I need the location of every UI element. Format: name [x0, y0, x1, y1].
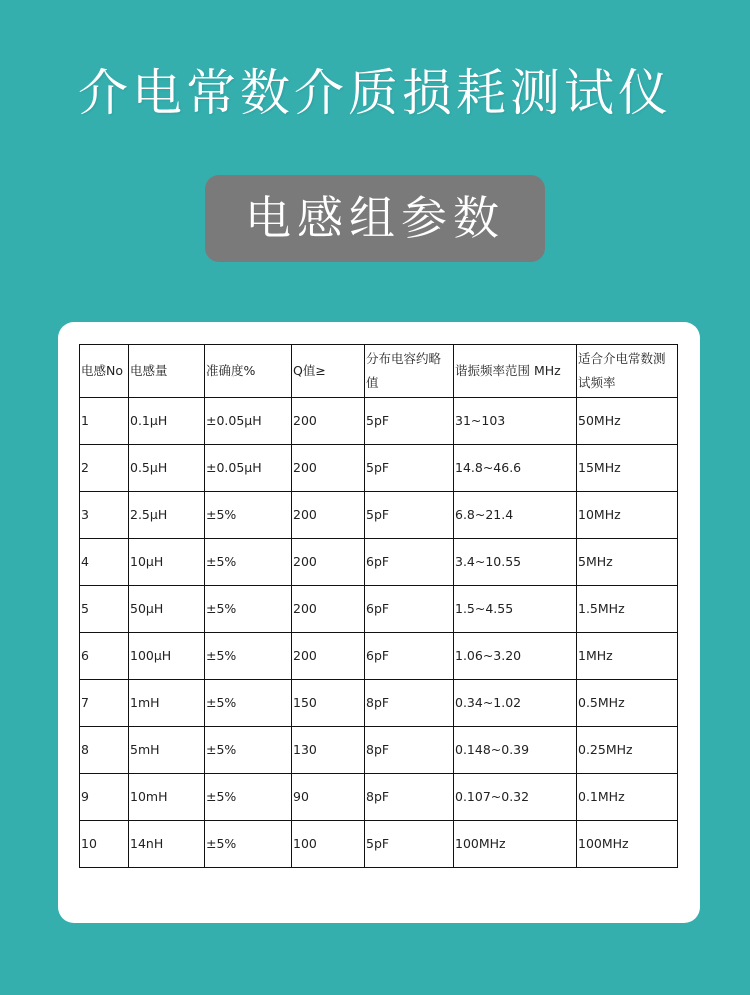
table-cell: 14nH	[129, 821, 205, 868]
table-cell: 150	[292, 680, 365, 727]
table-cell: 100MHz	[454, 821, 577, 868]
table-cell: 5pF	[365, 398, 454, 445]
table-cell: 200	[292, 586, 365, 633]
table-row	[80, 398, 678, 445]
table-cell: ±5%	[205, 492, 292, 539]
table-cell: 0.5MHz	[577, 680, 678, 727]
parameter-card	[58, 322, 700, 923]
header-cell: 电感量	[129, 345, 205, 398]
table-cell: ±5%	[205, 821, 292, 868]
table-row	[80, 445, 678, 492]
page-title: 介电常数介质损耗测试仪	[78, 64, 672, 122]
table-cell: 200	[292, 539, 365, 586]
table-cell: ±5%	[205, 680, 292, 727]
table-cell: ±5%	[205, 633, 292, 680]
table-cell: 7	[80, 680, 129, 727]
table-cell: 90	[292, 774, 365, 821]
header-cell: 分布电容约略值	[365, 345, 454, 398]
table-cell: 6pF	[365, 586, 454, 633]
header-cell: 谐振频率范围 MHz	[454, 345, 577, 398]
header-cell: 准确度%	[205, 345, 292, 398]
table-row	[80, 680, 678, 727]
table-cell: 50MHz	[577, 398, 678, 445]
table-cell: 14.8~46.6	[454, 445, 577, 492]
table-cell: 1.06~3.20	[454, 633, 577, 680]
table-cell: 10mH	[129, 774, 205, 821]
table-header-row	[80, 345, 678, 398]
table-cell: 5mH	[129, 727, 205, 774]
table-cell: 200	[292, 445, 365, 492]
table-cell: 0.148~0.39	[454, 727, 577, 774]
table-cell: 0.34~1.02	[454, 680, 577, 727]
table-cell: 1.5MHz	[577, 586, 678, 633]
table-cell: 15MHz	[577, 445, 678, 492]
table-cell: 100MHz	[577, 821, 678, 868]
table-row	[80, 492, 678, 539]
table-row	[80, 727, 678, 774]
table-cell: 6pF	[365, 633, 454, 680]
table-cell: 4	[80, 539, 129, 586]
table-cell: 1.5~4.55	[454, 586, 577, 633]
table-cell: 0.5μH	[129, 445, 205, 492]
table-row	[80, 774, 678, 821]
table-cell: 8pF	[365, 774, 454, 821]
table-cell: 200	[292, 492, 365, 539]
header-cell: Q值≥	[292, 345, 365, 398]
table-cell: ±5%	[205, 539, 292, 586]
table-cell: 5	[80, 586, 129, 633]
section-title-badge: 电感组参数	[205, 175, 545, 262]
table-cell: 10	[80, 821, 129, 868]
inductor-parameter-table	[79, 344, 678, 868]
table-cell: 10μH	[129, 539, 205, 586]
table-cell: 5pF	[365, 445, 454, 492]
table-cell: 6	[80, 633, 129, 680]
table-cell: 6.8~21.4	[454, 492, 577, 539]
table-cell: ±0.05μH	[205, 445, 292, 492]
table-row	[80, 821, 678, 868]
table-cell: ±5%	[205, 774, 292, 821]
table-row	[80, 633, 678, 680]
table-cell: 50μH	[129, 586, 205, 633]
table-cell: 3.4~10.55	[454, 539, 577, 586]
table-cell: 1mH	[129, 680, 205, 727]
table-cell: 31~103	[454, 398, 577, 445]
table-cell: 1	[80, 398, 129, 445]
table-cell: 1MHz	[577, 633, 678, 680]
table-cell: 8	[80, 727, 129, 774]
table-cell: 0.25MHz	[577, 727, 678, 774]
table-cell: 10MHz	[577, 492, 678, 539]
table-cell: 130	[292, 727, 365, 774]
header-cell: 适合介电常数测试频率	[577, 345, 678, 398]
table-cell: 5pF	[365, 821, 454, 868]
table-cell: 100μH	[129, 633, 205, 680]
table-cell: 0.1MHz	[577, 774, 678, 821]
table-cell: 100	[292, 821, 365, 868]
table-row	[80, 586, 678, 633]
table-cell: 0.1μH	[129, 398, 205, 445]
table-cell: ±5%	[205, 727, 292, 774]
table-cell: ±5%	[205, 586, 292, 633]
header-cell: 电感No	[80, 345, 129, 398]
table-cell: 0.107~0.32	[454, 774, 577, 821]
table-cell: 8pF	[365, 727, 454, 774]
table-row	[80, 539, 678, 586]
table-cell: 5MHz	[577, 539, 678, 586]
table-cell: 200	[292, 633, 365, 680]
table-cell: 6pF	[365, 539, 454, 586]
table-cell: ±0.05μH	[205, 398, 292, 445]
table-cell: 200	[292, 398, 365, 445]
table-cell: 2	[80, 445, 129, 492]
table-cell: 8pF	[365, 680, 454, 727]
table-cell: 9	[80, 774, 129, 821]
table-cell: 3	[80, 492, 129, 539]
table-cell: 2.5μH	[129, 492, 205, 539]
table-cell: 5pF	[365, 492, 454, 539]
